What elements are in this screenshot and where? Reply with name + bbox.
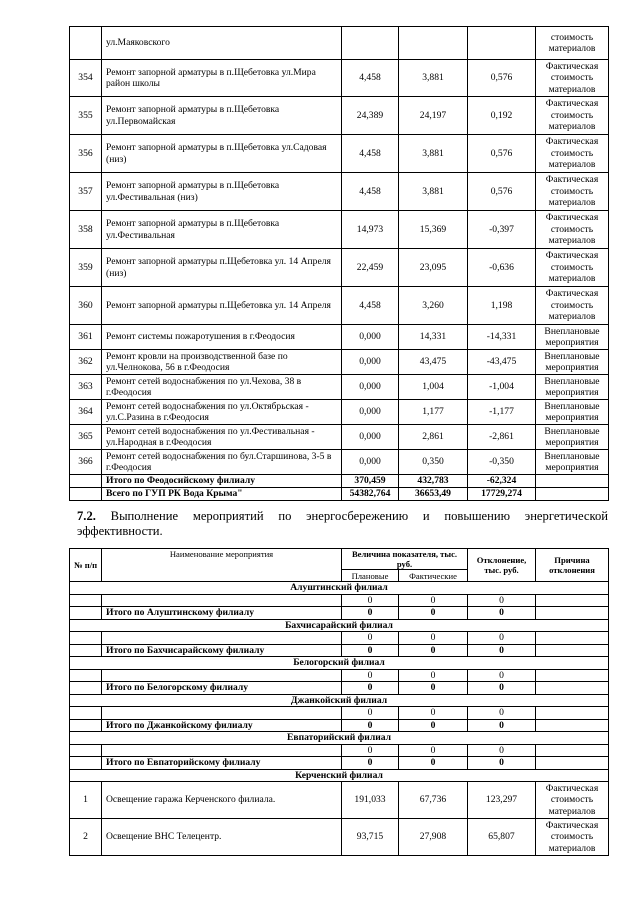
row-reason: Фактическая стоимость материалов [536,173,609,211]
total-fact: 0 [399,719,468,732]
row-deviation: 0,576 [468,60,536,97]
row-number [70,682,102,695]
row-fact: 3,881 [399,60,468,97]
row-reason: Фактическая стоимость материалов [536,287,609,325]
section-number: 7.2. [77,509,96,523]
total-deviation: 0 [468,719,536,732]
total-deviation: 0 [468,682,536,695]
total-reason [536,475,609,488]
filial-section-row [70,619,609,632]
row-fact: 0 [399,594,468,607]
row-number: 357 [70,173,102,211]
row-fact: 3,881 [399,173,468,211]
row-name: Ремонт кровли на производственной базе по ул.Челнокова, 56 в г.Феодосия [102,350,342,375]
total-plan: 0 [342,757,399,770]
row-name: Ремонт запорной арматуры п.Щебетовка ул. 14 Апреля [102,287,342,325]
row-deviation: 0 [468,669,536,682]
row-name [102,744,342,757]
table-row [70,350,609,375]
filial-title: Алуштинский филиал [70,582,609,595]
table-row [70,249,609,287]
row-number: 356 [70,135,102,173]
row-fact: 67,736 [399,782,468,819]
row-reason: Внеплановые мероприятия [536,350,609,375]
row-number [70,475,102,488]
zero-row [70,707,609,720]
row-reason: Фактическая стоимость материалов [536,97,609,135]
row-deviation: 0,192 [468,97,536,135]
total-reason [536,607,609,620]
row-fact: 23,095 [399,249,468,287]
row-number: 366 [70,450,102,475]
row-number: 354 [70,60,102,97]
section-heading [77,509,608,539]
row-reason: Внеплановые мероприятия [536,400,609,425]
table-row [70,211,609,249]
row-fact [399,27,468,60]
row-name: Ремонт сетей водоснабжения по ул.Фестивальная - ул.Народная в г.Феодосия [102,425,342,450]
grand-total-row [70,488,609,501]
filial-total-row [70,607,609,620]
row-deviation: -1,004 [468,375,536,400]
row-plan: 0,000 [342,425,399,450]
row-fact: 0 [399,669,468,682]
repair-table-body [70,27,609,501]
row-fact: 24,197 [399,97,468,135]
total-reason [536,719,609,732]
row-number [70,632,102,645]
row-deviation: 123,297 [468,782,536,819]
row-plan: 4,458 [342,135,399,173]
row-number: 358 [70,211,102,249]
row-reason: Фактическая стоимость материалов [536,819,609,856]
row-reason: Фактическая стоимость материалов [536,782,609,819]
row-fact: 27,908 [399,819,468,856]
total-deviation: 17729,274 [468,488,536,501]
zero-row [70,669,609,682]
total-fact: 0 [399,757,468,770]
row-name: Ремонт запорной арматуры п.Щебетовка ул. 14 Апреля (низ) [102,249,342,287]
filial-title: Бахчисарайский филиал [70,619,609,632]
filial-total-row [70,475,609,488]
filial-total-row [70,719,609,732]
row-name: Ремонт запорной арматуры в п.Щебетовка ул.Мира район школы [102,60,342,97]
row-plan: 0 [342,744,399,757]
header-fact: Фактические [399,570,468,582]
row-plan: 93,715 [342,819,399,856]
row-reason: Фактическая стоимость материалов [536,135,609,173]
row-fact: 15,369 [399,211,468,249]
row-reason: Фактическая стоимость материалов [536,211,609,249]
row-reason: Фактическая стоимость материалов [536,249,609,287]
table-row [70,450,609,475]
zero-row [70,632,609,645]
row-number [70,644,102,657]
row-number [70,744,102,757]
total-name: Итого по Джанкойскому филиалу [102,719,342,732]
row-fact: 3,260 [399,287,468,325]
total-plan: 0 [342,682,399,695]
row-reason: Внеплановые мероприятия [536,375,609,400]
table-row [70,425,609,450]
row-name: Ремонт сетей водоснабжения по ул.Октябрьская - ул.С.Разина в г.Феодосия [102,400,342,425]
zero-row [70,594,609,607]
row-number [70,27,102,60]
total-deviation: 0 [468,757,536,770]
row-plan: 24,389 [342,97,399,135]
row-plan: 0,000 [342,325,399,350]
row-reason: стоимость материалов [536,27,609,60]
energy-table-body [70,549,609,856]
row-deviation: 0 [468,707,536,720]
filial-title: Джанкойский филиал [70,694,609,707]
row-plan: 22,459 [342,249,399,287]
filial-total-row [70,682,609,695]
total-name: Итого по Белогорскому филиалу [102,682,342,695]
header-number: № п/п [70,549,102,582]
total-fact: 0 [399,644,468,657]
row-deviation: -0,350 [468,450,536,475]
total-name: Итого по Алуштинскому филиалу [102,607,342,620]
table-row [70,97,609,135]
row-deviation: -43,475 [468,350,536,375]
row-plan: 4,458 [342,60,399,97]
row-fact: 0 [399,632,468,645]
row-reason: Внеплановые мероприятия [536,450,609,475]
total-deviation: 0 [468,607,536,620]
row-number: 2 [70,819,102,856]
energy-saving-table [69,548,609,856]
row-fact: 0 [399,707,468,720]
filial-total-row [70,644,609,657]
filial-section-row [70,657,609,670]
row-plan: 0,000 [342,450,399,475]
total-fact: 432,783 [399,475,468,488]
row-deviation: 0 [468,744,536,757]
total-deviation: -62,324 [468,475,536,488]
row-plan: 0 [342,669,399,682]
row-name: Ремонт сетей водоснабжения по ул.Чехова, 38 в г.Феодосия [102,375,342,400]
header-reason: Причина отклонения [536,549,609,582]
row-number: 362 [70,350,102,375]
filial-section-row [70,694,609,707]
row-plan: 0 [342,632,399,645]
filial-section-row [70,769,609,782]
row-plan [342,27,399,60]
row-plan: 0,000 [342,350,399,375]
row-number: 365 [70,425,102,450]
row-reason: Фактическая стоимость материалов [536,60,609,97]
table-row [70,400,609,425]
row-deviation: 0 [468,594,536,607]
row-fact: 3,881 [399,135,468,173]
row-number: 1 [70,782,102,819]
row-plan: 0 [342,707,399,720]
row-name: Ремонт системы пожаротушения в г.Феодосия [102,325,342,350]
row-number [70,669,102,682]
row-fact: 14,331 [399,325,468,350]
row-fact: 2,861 [399,425,468,450]
row-fact: 1,004 [399,375,468,400]
row-number [70,594,102,607]
row-number [70,757,102,770]
total-plan: 370,459 [342,475,399,488]
filial-section-row [70,732,609,745]
row-number: 359 [70,249,102,287]
total-reason [536,644,609,657]
table-row [70,135,609,173]
total-reason [536,757,609,770]
row-deviation: 0,576 [468,173,536,211]
row-name [102,669,342,682]
section-title: Выполнение мероприятий по энергосбережению и повышению энергетической эффективности. [77,509,608,538]
filial-total-row [70,757,609,770]
row-name [102,632,342,645]
table-row [70,782,609,819]
row-name: Ремонт запорной арматуры в п.Щебетовка ул.Фестивальная (низ) [102,173,342,211]
header-row [70,549,609,570]
row-deviation: 1,198 [468,287,536,325]
zero-row [70,744,609,757]
row-reason [536,594,609,607]
row-name: Освещение ВНС Телецентр. [102,819,342,856]
header-name: Наименование мероприятия [102,549,342,582]
total-reason [536,682,609,695]
row-plan: 0,000 [342,400,399,425]
row-plan: 0,000 [342,375,399,400]
row-reason [536,744,609,757]
total-name: Всего по ГУП РК Вода Крыма" [102,488,342,501]
header-deviation: Отклонение, тыс. руб. [468,549,536,582]
table-row [70,27,609,60]
row-name: ул.Маяковского [102,27,342,60]
row-reason [536,707,609,720]
repair-table [69,26,609,501]
row-number: 360 [70,287,102,325]
row-plan: 4,458 [342,287,399,325]
filial-section-row [70,582,609,595]
row-fact: 1,177 [399,400,468,425]
row-reason [536,669,609,682]
row-deviation [468,27,536,60]
row-name: Ремонт запорной арматуры в п.Щебетовка ул.Садовая (низ) [102,135,342,173]
row-number [70,488,102,501]
table-row [70,325,609,350]
row-name [102,594,342,607]
row-name: Освещение гаража Керченского филиала. [102,782,342,819]
table-row [70,60,609,97]
header-value: Величина показателя, тыс. руб. [342,549,468,570]
total-plan: 0 [342,719,399,732]
row-deviation: -0,636 [468,249,536,287]
row-deviation: -2,861 [468,425,536,450]
total-reason [536,488,609,501]
row-number: 355 [70,97,102,135]
row-deviation: -1,177 [468,400,536,425]
total-fact: 0 [399,682,468,695]
row-reason [536,632,609,645]
table-row [70,375,609,400]
table-row [70,287,609,325]
row-fact: 0,350 [399,450,468,475]
row-name: Ремонт сетей водоснабжения по бул.Старшинова, 3-5 в г.Феодосия [102,450,342,475]
row-number: 364 [70,400,102,425]
row-number [70,707,102,720]
row-number: 361 [70,325,102,350]
total-plan: 54382,764 [342,488,399,501]
row-number [70,607,102,620]
row-plan: 14,973 [342,211,399,249]
row-name [102,707,342,720]
row-reason: Внеплановые мероприятия [536,425,609,450]
row-deviation: -14,331 [468,325,536,350]
row-plan: 4,458 [342,173,399,211]
row-deviation: 65,807 [468,819,536,856]
total-fact: 36653,49 [399,488,468,501]
total-name: Итого по Феодосийскому филиалу [102,475,342,488]
total-fact: 0 [399,607,468,620]
total-plan: 0 [342,607,399,620]
row-deviation: 0,576 [468,135,536,173]
total-name: Итого по Бахчисарайскому филиалу [102,644,342,657]
table-row [70,819,609,856]
row-reason: Внеплановые мероприятия [536,325,609,350]
filial-title: Керченский филиал [70,769,609,782]
row-deviation: 0 [468,632,536,645]
row-fact: 43,475 [399,350,468,375]
total-deviation: 0 [468,644,536,657]
total-name: Итого по Евпаторийскому филиалу [102,757,342,770]
row-number [70,719,102,732]
row-plan: 191,033 [342,782,399,819]
row-name: Ремонт запорной арматуры в п.Щебетовка ул.Фестивальная [102,211,342,249]
header-plan: Плановые [342,570,399,582]
filial-title: Евпаторийский филиал [70,732,609,745]
row-fact: 0 [399,744,468,757]
row-deviation: -0,397 [468,211,536,249]
row-number: 363 [70,375,102,400]
table-row [70,173,609,211]
total-plan: 0 [342,644,399,657]
row-name: Ремонт запорной арматуры в п.Щебетовка ул.Первомайская [102,97,342,135]
filial-title: Белогорский филиал [70,657,609,670]
row-plan: 0 [342,594,399,607]
